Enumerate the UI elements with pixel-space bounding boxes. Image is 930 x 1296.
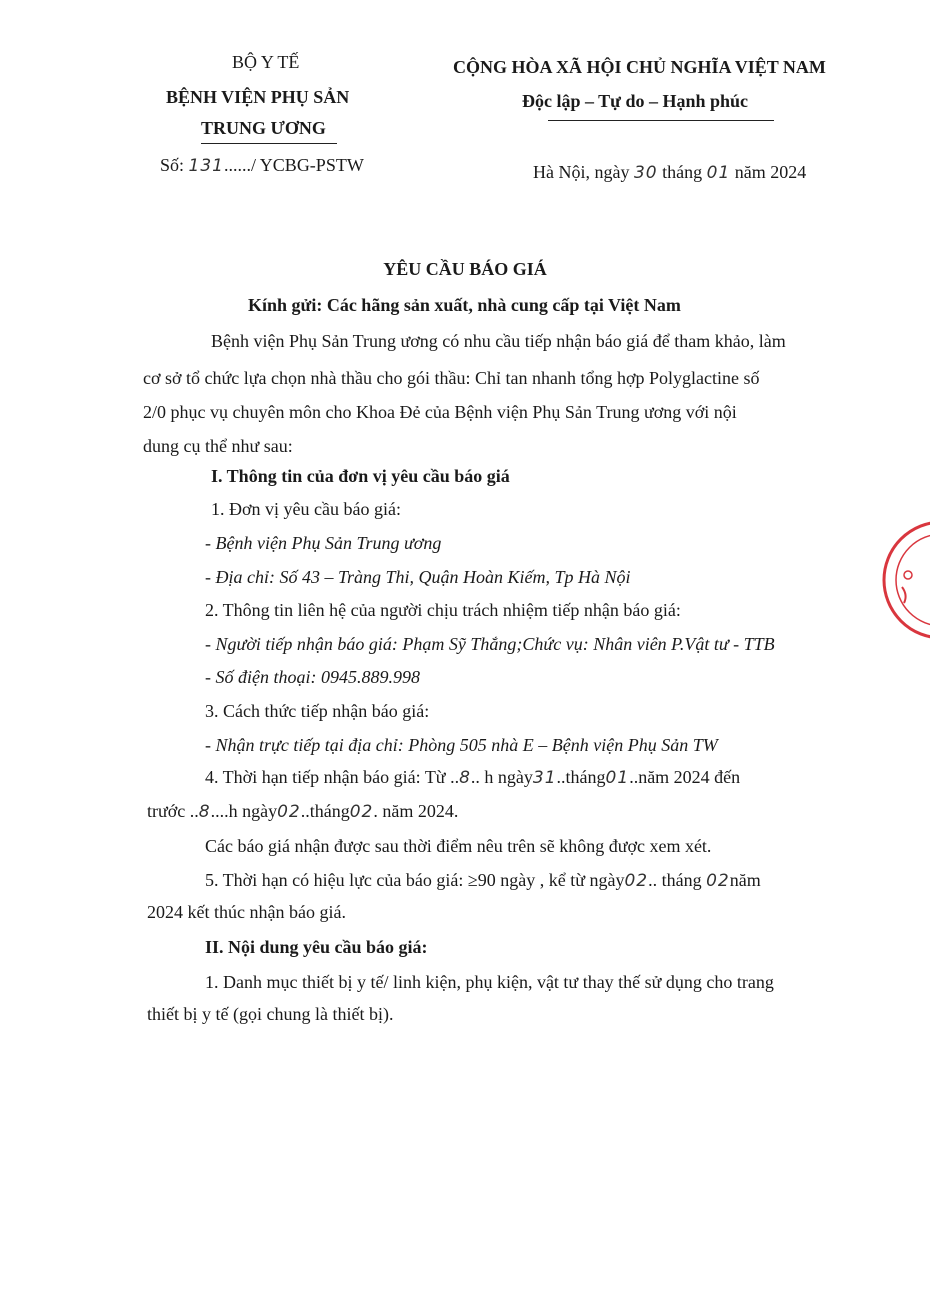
ministry-name: BỘ Y TẾ [232, 52, 300, 72]
validity-month: 02 [706, 871, 730, 891]
intro-line-2: cơ sở tổ chức lựa chọn nhà thầu cho gói thầu: Chỉ tan nhanh tổng hợp Polyglactine số [143, 368, 760, 388]
date-prefix: Hà Nội, ngày [533, 162, 634, 182]
intro-line-4: dung cụ thể như sau: [143, 436, 293, 456]
section1-address: - Địa chỉ: Số 43 – Tràng Thi, Quận Hoàn Kiếm, Tp Hà Nội [205, 567, 631, 587]
section2-heading: II. Nội dung yêu cầu báo giá: [205, 937, 428, 957]
section1-item5-line1: 5. Thời hạn có hiệu lực của báo giá: ≥90 ngày , kể từ ngày02.. tháng 02năm [205, 870, 761, 891]
section1-item3: 3. Cách thức tiếp nhận báo giá: [205, 701, 430, 721]
national-motto: Độc lập – Tự do – Hạnh phúc [522, 91, 749, 111]
document-number-handwritten: 131 [188, 156, 224, 176]
section1-item1: 1. Đơn vị yêu cầu báo giá: [211, 499, 401, 519]
date-year: năm 2024 [730, 162, 807, 182]
section1-item2: 2. Thông tin liên hệ của người chịu trách nhiệm tiếp nhận báo giá: [205, 600, 681, 620]
hour-to: 8 [198, 802, 211, 822]
official-stamp-partial [882, 505, 930, 655]
section2-item1-line2: thiết bị y tế (gọi chung là thiết bị). [147, 1004, 394, 1024]
day-to: 02 [277, 802, 301, 822]
date-day: 30 [633, 163, 658, 183]
section1-organization: - Bệnh viện Phụ Sản Trung ương [205, 533, 442, 553]
section1-heading: I. Thông tin của đơn vị yêu cầu báo giá [211, 466, 510, 486]
section1-phone: - Số điện thoại: 0945.889.998 [205, 667, 420, 687]
section1-contact: - Người tiếp nhận báo giá: Phạm Sỹ Thắng;Chức vụ: Nhân viên P.Vật tư - TTB [205, 634, 775, 654]
left-header-underline [201, 143, 337, 144]
section2-item1-line1: 1. Danh mục thiết bị y tế/ linh kiện, phụ kiện, vật tư thay thế sử dụng cho trang [205, 972, 774, 992]
document-title: YÊU CẦU BÁO GIÁ [383, 259, 547, 279]
month-from: 01 [605, 768, 630, 788]
country-name: CỘNG HÒA XÃ HỘI CHỦ NGHĨA VIỆT NAM [453, 57, 826, 77]
hospital-name-line1: BỆNH VIỆN PHỤ SẢN [166, 87, 350, 107]
section1-item4-line2: trước ..8....h ngày02..tháng02. năm 2024. [147, 801, 459, 822]
section1-note: Các báo giá nhận được sau thời điểm nêu trên sẽ không được xem xét. [205, 836, 712, 856]
hour-from: 8 [459, 768, 471, 788]
hospital-name-line2: TRUNG ƯƠNG [201, 118, 326, 138]
intro-line-1: Bệnh viện Phụ Sản Trung ương có nhu cầu tiếp nhận báo giá để tham khảo, làm [211, 331, 786, 351]
recipient-line: Kính gửi: Các hãng sản xuất, nhà cung cấp tại Việt Nam [248, 295, 681, 315]
motto-underline [548, 120, 774, 121]
validity-day: 02 [624, 871, 649, 891]
document-number-suffix: ....../ YCBG-PSTW [223, 155, 364, 175]
date-month: 01 [706, 163, 731, 183]
document-number-prefix: Số: [160, 155, 189, 175]
date-month-label: tháng [657, 162, 707, 182]
month-to: 02 [349, 802, 374, 822]
document-number [160, 155, 364, 176]
section1-item5-line2: 2024 kết thúc nhận báo giá. [147, 902, 346, 922]
section1-method: - Nhận trực tiếp tại địa chỉ: Phòng 505 nhà E – Bệnh viện Phụ Sản TW [205, 735, 718, 755]
day-from: 31 [532, 768, 557, 788]
intro-line-3: 2/0 phục vụ chuyên môn cho Khoa Đẻ của Bệnh viện Phụ Sản Trung ương với nội [143, 402, 737, 422]
section1-item4-line1: 4. Thời hạn tiếp nhận báo giá: Từ ..8.. h ngày31..tháng01..năm 2024 đến [205, 767, 741, 788]
document-date [533, 162, 806, 183]
